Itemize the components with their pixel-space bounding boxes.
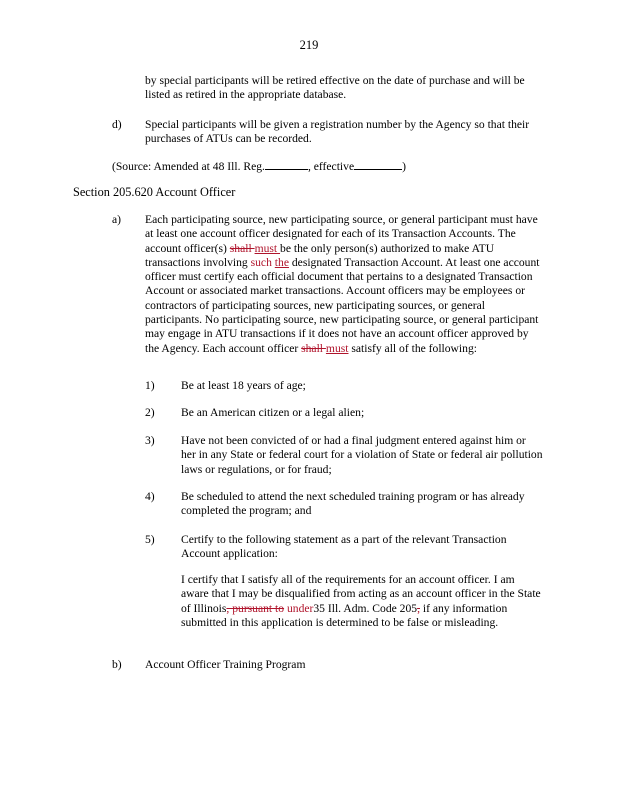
source-prefix: (Source: Amended at 48 Ill. Reg.	[112, 160, 265, 173]
list-item-3-num: 3)	[145, 434, 155, 447]
para-a-t7: satisfy all of the following:	[348, 341, 477, 355]
list-item-5-num: 5)	[145, 533, 155, 546]
list-item-2-text: Be an American citizen or a legal alien;	[181, 406, 365, 419]
para-a-t2: , or general participant must have at least one account officer designated for each of its Transaction Accounts. The account officer(s)	[145, 213, 538, 255]
source-reg-blank	[265, 158, 308, 170]
para-a-t4: designated Transaction Account. At least one account officer must certify each official document that pertains to a designated Transaction Account or associated market transactions. Account officers may be employees or contractors of participating sources, new participating sources	[145, 255, 540, 312]
list-item-2-num: 2)	[145, 406, 155, 419]
source-date-blank	[354, 158, 402, 170]
item-d-label: d)	[112, 118, 122, 131]
cert-t3: if any information submitted in this application is determined to be false or misleading.	[181, 601, 508, 629]
para-a-t5: , or general participants. No participating source, new participating source	[145, 298, 485, 327]
cert-t2: 35 Ill. Adm. Code 205	[313, 601, 418, 615]
inserted-under: under	[286, 601, 314, 615]
continuation-paragraph: by special participants will be retired effective on the date of purchase and will be listed as retired in the appropriate database.	[145, 74, 525, 102]
deleted-shall-1: shall	[229, 241, 255, 255]
para-a-label: a)	[112, 213, 122, 226]
inserted-the: the	[274, 255, 289, 269]
deleted-pursuant-to: , pursuant to	[226, 601, 285, 615]
para-a-t1: Each participating source, new participating source	[145, 213, 383, 226]
source-middle: , effective	[307, 160, 355, 173]
list-item-5-text: Certify to the following statement as a part of the relevant Transaction Account application:	[181, 533, 507, 561]
certification-statement	[181, 573, 541, 630]
item-d-text: Special participants will be given a registration number by the Agency so that their purchases of ATUs can be recorded.	[145, 118, 530, 146]
section-heading: Section 205.620 Account Officer	[73, 185, 236, 199]
deleted-shall-2: shall	[301, 341, 326, 355]
page-number: 219	[299, 38, 319, 52]
para-a-text	[145, 213, 543, 356]
list-item-1-text: Be at least 18 years of age;	[181, 379, 306, 392]
para-b-text: Account Officer Training Program	[145, 658, 306, 671]
list-item-1-num: 1)	[145, 379, 155, 392]
source-suffix: )	[402, 160, 406, 173]
deleted-comma: ,	[417, 601, 420, 615]
inserted-must-1: must	[254, 241, 281, 255]
list-item-4-num: 4)	[145, 490, 155, 503]
list-item-4-text: Be scheduled to attend the next scheduled training program or has already completed the program; and	[181, 490, 525, 518]
para-a-t6: , or general participant may engage in ATU transactions if it does not have an account officer approved by the Agency. Each account officer	[145, 313, 539, 355]
list-item-3-text: Have not been convicted of or had a final judgment entered against him or her in any State or federal court for a violation of State or federal air pollution laws or regulations, or for fraud;	[181, 434, 543, 476]
cert-t1: I certify that I satisfy all of the requirements for an account officer. I am aware that I may be disqualified from acting as an account officer in the State of Illinois	[181, 573, 541, 615]
source-note	[112, 158, 406, 174]
inserted-must-2: must	[325, 341, 349, 355]
para-a-t3: be the only person(s) authorized to make ATU transactions involving	[145, 241, 495, 269]
inserted-such: such	[250, 255, 272, 269]
para-b-label: b)	[112, 658, 122, 671]
